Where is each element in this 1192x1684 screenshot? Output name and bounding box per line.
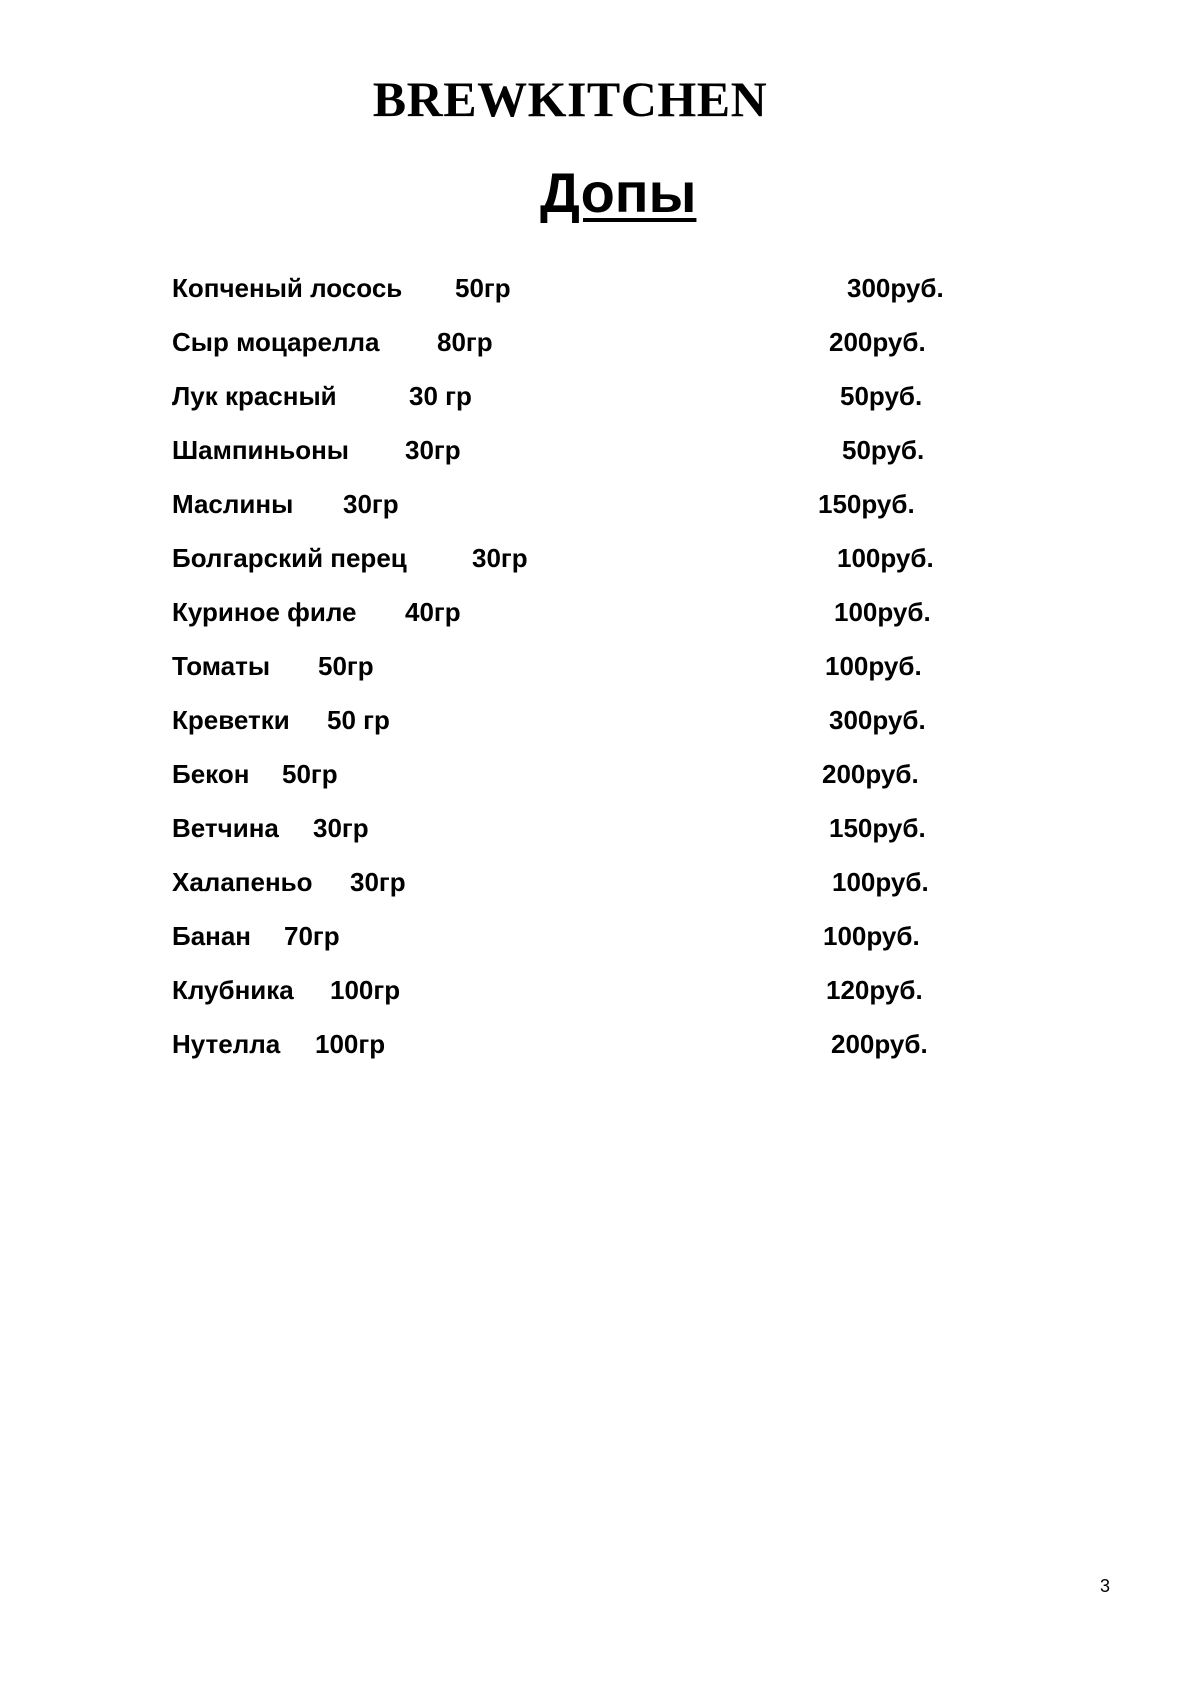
item-name: Банан xyxy=(172,921,252,951)
menu-item xyxy=(0,538,1192,578)
item-weight: 100гр xyxy=(315,1029,386,1059)
menu-item xyxy=(0,862,1192,902)
item-price: 50руб. xyxy=(840,381,923,411)
item-price: 100руб. xyxy=(825,651,922,681)
item-name: Копченый лосось xyxy=(172,273,403,303)
item-name: Маслины xyxy=(172,489,294,519)
item-name: Нутелла xyxy=(172,1029,281,1059)
item-price: 120руб. xyxy=(826,975,923,1005)
brand-title: BREWKITCHEN xyxy=(372,71,768,127)
item-name: Лук красный xyxy=(172,381,337,411)
menu-item xyxy=(0,754,1192,794)
menu-item xyxy=(0,808,1192,848)
item-name: Куриное филе xyxy=(172,597,357,627)
item-name: Болгарский перец xyxy=(172,543,407,573)
item-name: Креветки xyxy=(172,705,290,735)
item-weight: 30гр xyxy=(313,813,369,843)
item-weight: 30гр xyxy=(343,489,399,519)
menu-item xyxy=(0,1024,1192,1064)
section-title: Допы xyxy=(540,161,697,224)
menu-item xyxy=(0,376,1192,416)
item-price: 100руб. xyxy=(823,921,920,951)
item-weight: 40гр xyxy=(405,597,461,627)
menu-item xyxy=(0,268,1192,308)
menu-item xyxy=(0,430,1192,470)
item-weight: 50гр xyxy=(318,651,374,681)
item-weight: 30гр xyxy=(472,543,528,573)
item-name: Клубника xyxy=(172,975,294,1005)
menu-item xyxy=(0,592,1192,632)
menu-item xyxy=(0,646,1192,686)
item-weight: 30гр xyxy=(405,435,461,465)
item-price: 300руб. xyxy=(829,705,926,735)
item-price: 300руб. xyxy=(847,273,944,303)
item-weight: 30гр xyxy=(350,867,406,897)
menu-item xyxy=(0,916,1192,956)
item-name: Томаты xyxy=(172,651,271,681)
item-price: 150руб. xyxy=(829,813,926,843)
item-name: Халапеньо xyxy=(172,867,313,897)
item-weight: 70гр xyxy=(284,921,340,951)
item-weight: 100гр xyxy=(330,975,401,1005)
menu-item xyxy=(0,322,1192,362)
item-price: 100руб. xyxy=(837,543,934,573)
item-price: 100руб. xyxy=(832,867,929,897)
menu-item xyxy=(0,700,1192,740)
item-price: 100руб. xyxy=(834,597,931,627)
menu-item xyxy=(0,970,1192,1010)
item-weight: 50гр xyxy=(282,759,338,789)
item-name: Бекон xyxy=(172,759,250,789)
item-price: 200руб. xyxy=(829,327,926,357)
item-price: 50руб. xyxy=(842,435,925,465)
item-weight: 80гр xyxy=(437,327,493,357)
page-number: 3 xyxy=(1100,1576,1111,1596)
item-name: Сыр моцарелла xyxy=(172,327,380,357)
item-name: Шампиньоны xyxy=(172,435,349,465)
item-price: 200руб. xyxy=(822,759,919,789)
menu-item xyxy=(0,484,1192,524)
item-price: 200руб. xyxy=(831,1029,928,1059)
item-weight: 50гр xyxy=(455,273,511,303)
item-weight: 30 гр xyxy=(409,381,472,411)
item-price: 150руб. xyxy=(818,489,915,519)
item-weight: 50 гр xyxy=(327,705,390,735)
item-name: Ветчина xyxy=(172,813,279,843)
